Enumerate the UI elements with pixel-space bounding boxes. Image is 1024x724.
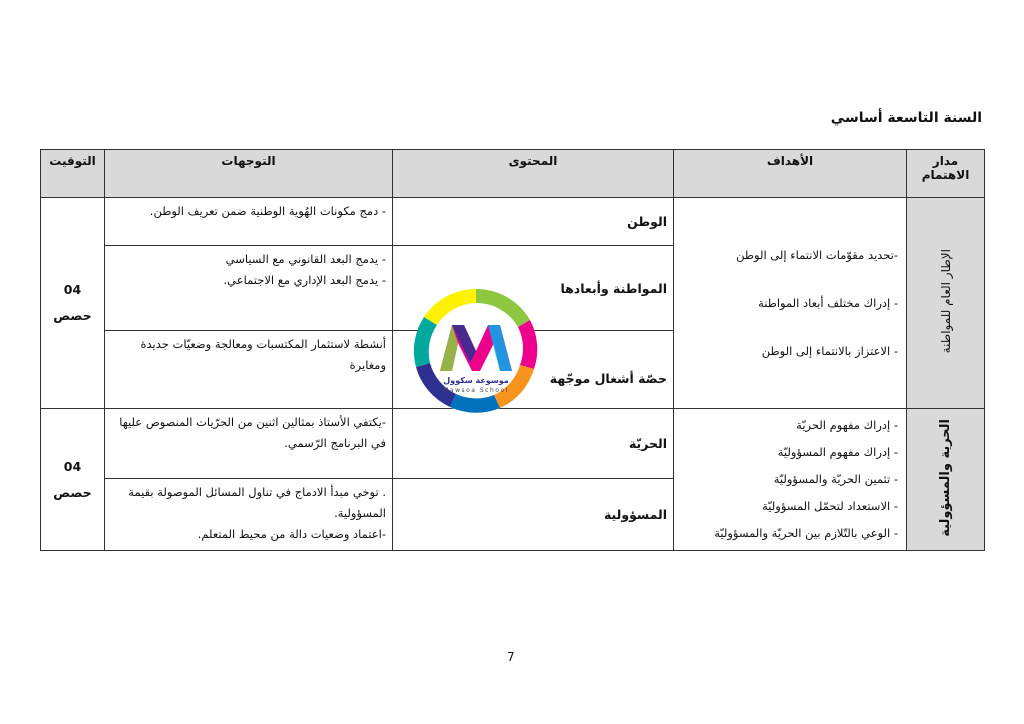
goal-item: - تثمين الحريّة والمسؤوليّة — [773, 472, 898, 486]
guideline-item: . توخي مبدأ الادماج في تناول المسائل الموصولة بقيمة المسؤولية. — [128, 485, 386, 520]
mawsoa-school-logo — [410, 285, 542, 417]
content-cell: المواطنة وأبعادها — [393, 246, 674, 331]
goal-item: - الوعي بالتّلازم بين الحريّة والمسؤوليّة — [714, 526, 898, 540]
timing-number: 04 — [63, 282, 82, 297]
logo-text-en: Mawsoa School — [443, 387, 509, 394]
timing-cell-2 — [41, 409, 105, 551]
timing-cell-1 — [41, 198, 105, 409]
timing-number: 04 — [63, 458, 82, 474]
guideline-item: - دمج مكونات الهُوية الوطنية ضمن تعريف الوطن. — [149, 204, 386, 218]
goal-item: - الاستعداد لتحمّل المسؤوليّة — [762, 499, 898, 513]
timing-unit: حصص — [53, 484, 92, 500]
guideline-item: - يدمج البعد الإداري مع الاجتماعي. — [223, 273, 386, 287]
guidelines-cell — [105, 246, 393, 331]
table-row — [41, 409, 985, 479]
header-goals: الأهداف — [674, 150, 907, 198]
timing-unit: حصص — [53, 308, 92, 323]
header-guidelines: التوجهات — [105, 150, 393, 198]
goal-item: -تحديد مقوّمات الانتماء إلى الوطن — [736, 248, 898, 262]
guidelines-cell — [105, 331, 393, 409]
guidelines-cell — [105, 198, 393, 246]
content-cell: حصّة أشغال موجّهة — [393, 331, 674, 409]
content-cell: الوطن — [393, 198, 674, 246]
goal-item: - إدراك مختلف أبعاد المواطنة — [758, 296, 898, 310]
header-row — [41, 150, 985, 198]
axis-label-1: الإطار العام للمواطنة — [938, 249, 953, 354]
goals-cell-1 — [674, 198, 907, 409]
logo-text-ar: موسوعة سكوول — [443, 376, 509, 385]
guideline-item: - يدمج البعد القانوني مع السياسي — [225, 252, 386, 266]
guideline-item: أنشطة لاستثمار المكتسبات ومعالجة وضعيّات جديدة ومغايرة — [140, 337, 386, 372]
content-cell: المسؤولية — [393, 479, 674, 551]
guideline-item: -اعتماد وضعيات دالة من محيط المتعلم. — [197, 527, 386, 541]
axis-cell-1 — [907, 198, 985, 409]
goal-item: - الاعتزاز بالانتماء إلى الوطن — [761, 344, 898, 358]
header-timing: التوقيت — [41, 150, 105, 198]
page-title: السنة التاسعة أساسي — [830, 110, 982, 126]
content-cell: الحريّة — [393, 409, 674, 479]
guideline-item: -يكتفي الأستاذ بمثالين اثنين من الحرّيات المنصوص عليها في البرنامج الرّسمي. — [119, 415, 386, 450]
axis-cell-2 — [907, 409, 985, 551]
goals-cell-2 — [674, 409, 907, 551]
goal-item: - إدراك مفهوم الحريّة — [796, 418, 898, 432]
goal-item: - إدراك مفهوم المسؤوليّة — [777, 445, 898, 459]
page-number: 7 — [507, 650, 515, 664]
guidelines-cell — [105, 479, 393, 551]
table-row — [41, 198, 985, 246]
header-content: المحتوى — [393, 150, 674, 198]
axis-label-2: الحرية والمسؤولية — [938, 419, 953, 537]
guidelines-cell — [105, 409, 393, 479]
header-axis: مدار الاهتمام — [907, 150, 985, 198]
